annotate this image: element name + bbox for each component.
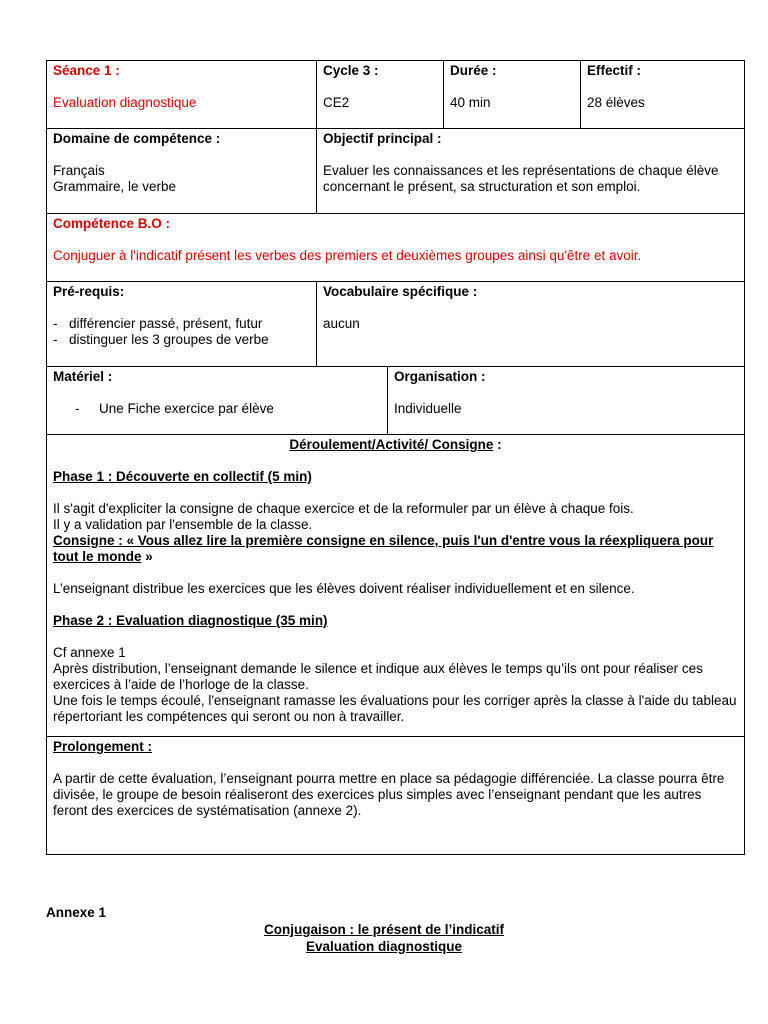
annexe-title: Conjugaison : le présent de l’indicatif	[263, 922, 505, 937]
prolongement-cell	[47, 737, 745, 855]
list-item: - différencier passé, présent, futur	[53, 316, 263, 331]
effectif-label: Effectif :	[587, 63, 641, 78]
duree-cell	[444, 61, 581, 129]
list-item: - Une Fiche exercice par élève	[75, 401, 274, 416]
vocabulaire-label: Vocabulaire spécifique :	[323, 284, 478, 299]
cycle-value: CE2	[323, 95, 350, 110]
seance-cell	[47, 61, 317, 129]
cycle-label: Cycle 3 :	[323, 63, 379, 78]
materiel-cell	[47, 367, 388, 435]
domaine-label: Domaine de compétence :	[53, 131, 221, 146]
annexe-subtitle: Evaluation diagnostique	[305, 939, 462, 954]
domaine-line1: Français	[53, 163, 105, 178]
phase1-paragraph: L’enseignant distribue les exercices que les élèves doivent réaliser individuellement et en silence.	[53, 581, 635, 596]
annexe-label: Annexe 1	[46, 905, 107, 920]
objectif-label: Objectif principal :	[323, 131, 442, 146]
duree-value: 40 min	[450, 95, 491, 110]
phase2-paragraph: Une fois le temps écoulé, l'enseignant ramasse les évaluations pour les corriger après la classe à l'aide du tableau répertoriant les compétences qui seront ou non à travailler.	[53, 693, 737, 724]
deroulement-title: Déroulement/Activité/ Consigne :	[289, 437, 502, 452]
phase1-title: Phase 1 : Découverte en collectif (5 min)	[53, 469, 312, 484]
prolongement-text: A partir de cette évaluation, l’enseignant pourra mettre en place sa pédagogie différenciée. La classe pourra être divisée, le groupe de besoin réaliseront des exercices plus simples avec l’enseignant pendant que les autres feront des exercices de systématisation (annexe 2).	[53, 771, 725, 818]
prolongement-label: Prolongement :	[53, 739, 153, 754]
phase1-paragraph: Il s'agit d'expliciter la consigne de chaque exercice et de la reformuler par un élève à chaque fois.	[53, 501, 634, 516]
vocabulaire-value: aucun	[323, 316, 360, 331]
phase1-paragraph: Il y a validation par l'ensemble de la classe.	[53, 517, 313, 532]
cycle-cell	[317, 61, 444, 129]
phase2-title: Phase 2 : Evaluation diagnostique (35 min)	[53, 613, 328, 628]
consigne: Consigne : « Vous allez lire la première consigne en silence, puis l'un d'entre vous la réexpliquera pour tout le monde »	[53, 533, 714, 564]
materiel-label: Matériel :	[53, 369, 113, 384]
competence-cell	[47, 214, 745, 282]
objectif-cell	[317, 129, 745, 214]
competence-text: Conjuguer à l'indicatif présent les verbes des premiers et deuxièmes groupes ainsi qu'être et avoir.	[53, 248, 642, 263]
seance-label: Séance 1 :	[53, 63, 120, 78]
phase2-paragraph: Cf annexe 1	[53, 645, 126, 660]
objectif-text: Evaluer les connaissances et les représentations de chaque élève concernant le présent, sa structuration et son emploi.	[323, 163, 719, 194]
prerequis-label: Pré-requis:	[53, 284, 125, 299]
domaine-cell	[47, 129, 317, 214]
vocabulaire-cell	[317, 282, 745, 367]
list-item: - distinguer les 3 groupes de verbe	[53, 332, 269, 347]
duree-label: Durée :	[450, 63, 497, 78]
effectif-value: 28 élèves	[587, 95, 645, 110]
organisation-value: Individuelle	[394, 401, 462, 416]
domaine-line2: Grammaire, le verbe	[53, 179, 177, 194]
deroulement-cell	[47, 435, 745, 737]
organisation-cell	[388, 367, 745, 435]
prerequis-cell	[47, 282, 317, 367]
effectif-cell	[581, 61, 745, 129]
phase2-paragraph: Après distribution, l’enseignant demande le silence et indique aux élèves le temps qu’ils ont pour réaliser ces exercices à l’aide de l’horloge de la classe.	[53, 661, 703, 692]
seance-value: Evaluation diagnostique	[53, 95, 197, 110]
organisation-label: Organisation :	[394, 369, 486, 384]
lesson-plan-table	[46, 60, 745, 855]
competence-label: Compétence B.O :	[53, 216, 171, 231]
